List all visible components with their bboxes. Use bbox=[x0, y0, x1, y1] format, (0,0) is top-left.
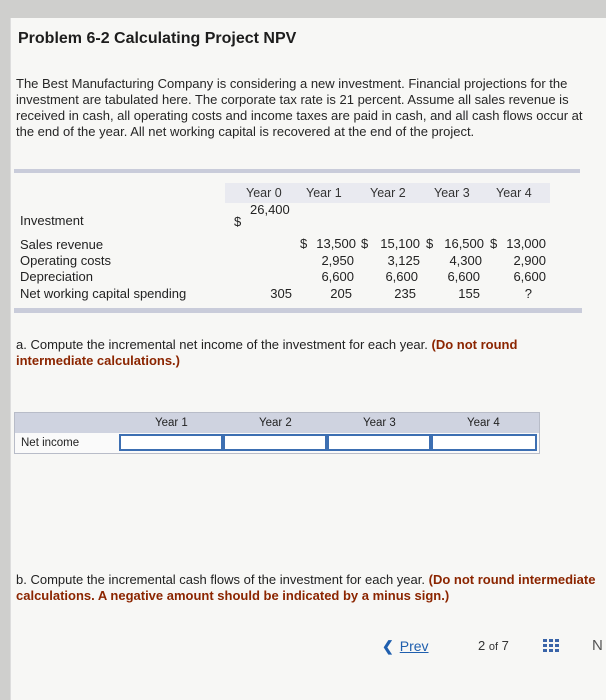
prev-label: Prev bbox=[399, 638, 429, 654]
sales-dollar-y3: $ bbox=[426, 236, 434, 251]
row-label-sales: Sales revenue bbox=[20, 237, 104, 252]
question-b bbox=[16, 572, 598, 604]
row-label-investment: Investment bbox=[20, 213, 84, 228]
net-income-year4-input[interactable] bbox=[431, 434, 537, 451]
chevron-left-icon: ❮ bbox=[382, 638, 394, 654]
net-income-year2-input[interactable] bbox=[223, 434, 327, 451]
dep-year3: 6,600 bbox=[447, 269, 480, 284]
ans-col-year1: Year 1 bbox=[155, 417, 188, 429]
sales-year3: 16,500 bbox=[444, 236, 484, 251]
investment-dollar: $ bbox=[234, 214, 242, 229]
col-header-year3: Year 3 bbox=[434, 186, 470, 200]
sales-dollar-y1: $ bbox=[300, 236, 308, 251]
investment-year0: 26,400 bbox=[250, 202, 290, 217]
ans-col-year2: Year 2 bbox=[259, 417, 292, 429]
table-top-rule bbox=[14, 169, 580, 173]
sales-year1: 13,500 bbox=[316, 236, 356, 251]
question-a-instruction: (Do not round intermediate calculations.) bbox=[16, 337, 518, 368]
page-indicator bbox=[478, 638, 509, 653]
prev-button[interactable] bbox=[382, 638, 429, 655]
sales-year4: 13,000 bbox=[506, 236, 546, 251]
page-title: Problem 6-2 Calculating Project NPV bbox=[18, 30, 297, 47]
nwc-year1: 205 bbox=[330, 286, 352, 301]
page-current: 2 bbox=[478, 638, 486, 653]
dep-year1: 6,600 bbox=[321, 269, 354, 284]
sales-dollar-y4: $ bbox=[490, 236, 498, 251]
question-a-text: a. Compute the incremental net income of the investment for each year. bbox=[16, 337, 428, 352]
page-total: 7 bbox=[501, 638, 509, 653]
nwc-year0: 305 bbox=[270, 286, 292, 301]
col-header-year0: Year 0 bbox=[246, 186, 282, 200]
col-header-year2: Year 2 bbox=[370, 186, 406, 200]
problem-intro: The Best Manufacturing Company is considering a new investment. Financial projections for the investment are tabulated here. The corporate tax rate is 21 percent. Assume all sales revenue is received in cash, all operating costs and income taxes are paid in cash, and all cash flows occur at the end of the year. All net working capital is recovered at the end of the project. bbox=[16, 76, 583, 139]
dep-year4: 6,600 bbox=[513, 269, 546, 284]
next-button[interactable]: N bbox=[592, 637, 603, 654]
net-income-table bbox=[14, 412, 540, 454]
net-income-label: Net income bbox=[21, 437, 80, 449]
col-header-year4: Year 4 bbox=[496, 186, 532, 200]
net-income-year1-input[interactable] bbox=[119, 434, 223, 451]
page-of: of bbox=[488, 641, 499, 653]
ans-col-year4: Year 4 bbox=[467, 417, 500, 429]
table-bottom-rule bbox=[14, 308, 582, 313]
ans-col-year3: Year 3 bbox=[363, 417, 396, 429]
row-label-nwc: Net working capital spending bbox=[20, 286, 187, 301]
opcost-year3: 4,300 bbox=[449, 253, 482, 268]
grid-menu-icon[interactable] bbox=[543, 639, 559, 653]
row-label-operating: Operating costs bbox=[20, 253, 112, 268]
question-b-text: b. Compute the incremental cash flows of the investment for each year. bbox=[16, 572, 425, 587]
sales-dollar-y2: $ bbox=[361, 236, 369, 251]
sales-year2: 15,100 bbox=[380, 236, 420, 251]
row-label-depreciation: Depreciation bbox=[20, 269, 93, 284]
opcost-year2: 3,125 bbox=[387, 253, 420, 268]
nwc-year2: 235 bbox=[394, 286, 416, 301]
col-header-year1: Year 1 bbox=[306, 186, 342, 200]
question-b-instruction: (Do not round intermediate calculations. A negative amount should be indicated by a minus sign.) bbox=[16, 572, 596, 603]
nwc-year4: ? bbox=[524, 286, 532, 301]
nwc-year3: 155 bbox=[458, 286, 480, 301]
opcost-year1: 2,950 bbox=[321, 253, 354, 268]
net-income-year3-input[interactable] bbox=[327, 434, 431, 451]
dep-year2: 6,600 bbox=[385, 269, 418, 284]
opcost-year4: 2,900 bbox=[513, 253, 546, 268]
question-a bbox=[16, 337, 596, 369]
